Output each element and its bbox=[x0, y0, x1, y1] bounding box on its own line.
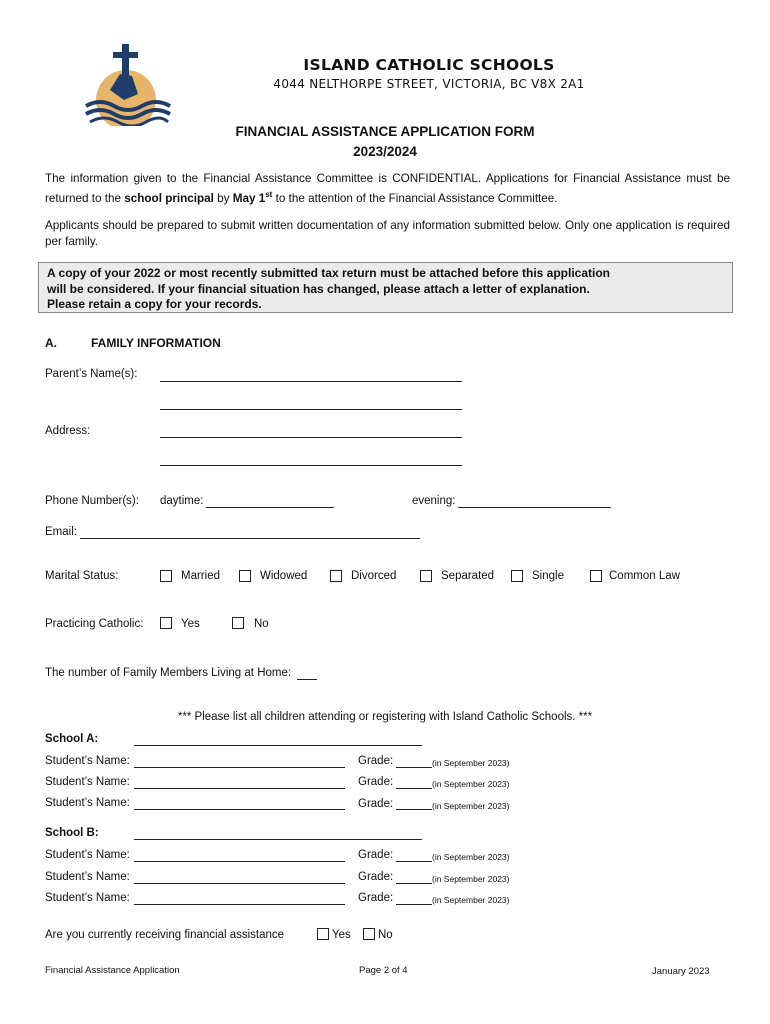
catholic-yes-checkbox[interactable] bbox=[160, 617, 172, 629]
intro-bold-date: May 1 bbox=[232, 191, 266, 205]
intro-sup: st bbox=[265, 190, 273, 199]
school-a-label: School A: bbox=[45, 733, 99, 745]
grade-field[interactable] bbox=[396, 767, 432, 768]
student-name-label: Student’s Name: bbox=[45, 849, 130, 861]
grade-note: (in September 2023) bbox=[432, 895, 510, 905]
grade-field[interactable] bbox=[396, 883, 432, 884]
section-letter: A. bbox=[45, 336, 57, 350]
divorced-checkbox[interactable] bbox=[330, 570, 342, 582]
email-field[interactable] bbox=[80, 538, 420, 539]
practicing-catholic-label: Practicing Catholic: bbox=[45, 618, 144, 630]
catholic-no-checkbox[interactable] bbox=[232, 617, 244, 629]
footer-page-number: Page 2 of 4 bbox=[359, 965, 408, 976]
assistance-no-checkbox[interactable] bbox=[363, 928, 375, 940]
catholic-no-label: No bbox=[254, 618, 269, 630]
student-name-field[interactable] bbox=[134, 904, 345, 905]
footer-left: Financial Assistance Application bbox=[45, 965, 180, 976]
parents-name-field-1[interactable] bbox=[160, 381, 462, 382]
catholic-yes-label: Yes bbox=[181, 618, 200, 630]
form-title-line1: FINANCIAL ASSISTANCE APPLICATION FORM bbox=[235, 124, 535, 139]
grade-label: Grade: bbox=[358, 776, 394, 788]
phone-label: Phone Number(s): bbox=[45, 495, 139, 507]
intro-bold-principal: school principal bbox=[124, 191, 214, 205]
single-checkbox[interactable] bbox=[511, 570, 523, 582]
grade-label: Grade: bbox=[358, 798, 394, 810]
school-b-field[interactable] bbox=[134, 839, 422, 840]
intro-text-a: The information given to the Financial Assistance Committee is CONFIDENTIAL. Applications for Financial Assistance must be returned to the bbox=[45, 172, 730, 205]
student-name-label: Student’s Name: bbox=[45, 755, 130, 767]
form-title bbox=[0, 122, 770, 162]
assistance-yes-label: Yes bbox=[332, 929, 351, 941]
school-a-field[interactable] bbox=[134, 745, 422, 746]
children-note: *** Please list all children attending or registering with Island Catholic Schools. *** bbox=[177, 711, 593, 723]
evening-label: evening: bbox=[412, 495, 456, 507]
grade-field[interactable] bbox=[396, 809, 432, 810]
married-checkbox[interactable] bbox=[160, 570, 172, 582]
grade-label: Grade: bbox=[358, 871, 394, 883]
grade-label: Grade: bbox=[358, 755, 394, 767]
address-field-2[interactable] bbox=[160, 465, 462, 466]
family-members-label: The number of Family Members Living at Home: bbox=[45, 667, 292, 679]
separated-label: Separated bbox=[441, 570, 495, 582]
school-name: ISLAND CATHOLIC SCHOOLS bbox=[303, 56, 555, 74]
separated-checkbox[interactable] bbox=[420, 570, 432, 582]
widowed-label: Widowed bbox=[260, 570, 308, 582]
notice-line3: Please retain a copy for your records. bbox=[47, 297, 262, 311]
evening-phone-field[interactable] bbox=[458, 507, 611, 508]
grade-note: (in September 2023) bbox=[432, 874, 510, 884]
tax-return-notice bbox=[38, 262, 733, 313]
intro-paragraph-2: Applicants should be prepared to submit written documentation of any information submitted below. Only one application is required per family. bbox=[45, 219, 730, 248]
daytime-phone-field[interactable] bbox=[206, 507, 334, 508]
parents-name-field-2[interactable] bbox=[160, 409, 462, 410]
notice-line2: will be considered. If your financial situation has changed, please attach a letter of explanation. bbox=[47, 281, 590, 296]
assistance-no-label: No bbox=[378, 929, 393, 941]
married-label: Married bbox=[181, 570, 220, 582]
student-name-label: Student’s Name: bbox=[45, 871, 130, 883]
address-field-1[interactable] bbox=[160, 437, 462, 438]
school-b-label: School B: bbox=[45, 827, 99, 839]
current-assistance-label: Are you currently receiving financial assistance bbox=[45, 929, 285, 941]
student-name-field[interactable] bbox=[134, 861, 345, 862]
grade-field[interactable] bbox=[396, 861, 432, 862]
grade-note: (in September 2023) bbox=[432, 779, 510, 789]
address-label: Address: bbox=[45, 425, 91, 437]
daytime-label: daytime: bbox=[160, 495, 204, 507]
marital-status-label: Marital Status: bbox=[45, 570, 119, 582]
parents-name-label: Parent’s Name(s): bbox=[45, 368, 138, 380]
form-title-line2: 2023/2024 bbox=[353, 144, 417, 159]
common-law-checkbox[interactable] bbox=[590, 570, 602, 582]
student-name-field[interactable] bbox=[134, 788, 345, 789]
student-name-label: Student’s Name: bbox=[45, 892, 130, 904]
common-law-label: Common Law bbox=[609, 570, 680, 582]
student-name-label: Student’s Name: bbox=[45, 797, 130, 809]
email-label: Email: bbox=[45, 526, 77, 538]
notice-line1: A copy of your 2022 or most recently submitted tax return must be attached before this application bbox=[47, 266, 611, 280]
intro-text-b: by bbox=[213, 191, 233, 205]
grade-note: (in September 2023) bbox=[432, 801, 510, 811]
grade-label: Grade: bbox=[358, 849, 394, 861]
intro-text-c: to the attention of the Financial Assistance Committee. bbox=[272, 191, 558, 205]
widowed-checkbox[interactable] bbox=[239, 570, 251, 582]
grade-label: Grade: bbox=[358, 892, 394, 904]
single-label: Single bbox=[532, 570, 564, 582]
footer-date: January 2023 bbox=[652, 966, 710, 977]
grade-note: (in September 2023) bbox=[432, 852, 510, 862]
assistance-yes-checkbox[interactable] bbox=[317, 928, 329, 940]
section-title: FAMILY INFORMATION bbox=[91, 336, 221, 350]
grade-note: (in September 2023) bbox=[432, 758, 510, 768]
student-name-field[interactable] bbox=[134, 809, 345, 810]
grade-field[interactable] bbox=[396, 788, 432, 789]
school-address: 4044 NELTHORPE STREET, VICTORIA, BC V8X 2A1 bbox=[273, 77, 585, 91]
intro-paragraph-1 bbox=[45, 171, 730, 207]
family-members-field[interactable] bbox=[297, 679, 317, 680]
divorced-label: Divorced bbox=[351, 570, 397, 582]
student-name-field[interactable] bbox=[134, 767, 345, 768]
grade-field[interactable] bbox=[396, 904, 432, 905]
student-name-label: Student’s Name: bbox=[45, 776, 130, 788]
student-name-field[interactable] bbox=[134, 883, 345, 884]
